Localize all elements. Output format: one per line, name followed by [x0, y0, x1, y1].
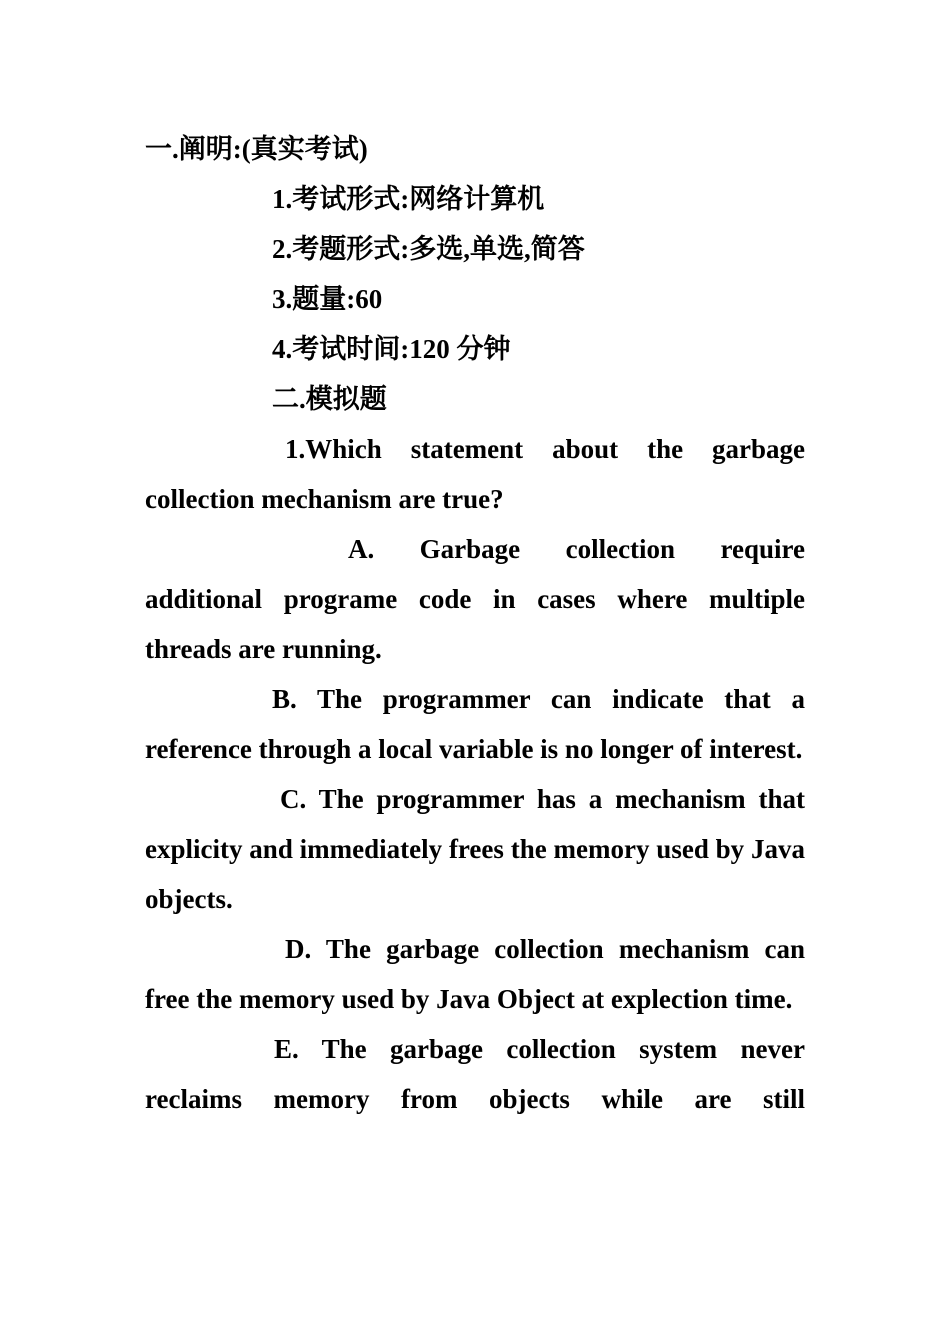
option-b: B. The programmer can indicate that a reference through a local variable is no longer of interest.: [145, 684, 805, 764]
document-body: [145, 124, 839, 1124]
exam-info-item-3: 3.题量:60: [272, 284, 383, 314]
section-heading: 一.阐明:(真实考试): [145, 134, 368, 164]
exam-info-item-2: 2.考题形式:多选,单选,简答: [272, 234, 585, 264]
exam-info-item-1: 1.考试形式:网络计算机: [272, 184, 545, 214]
option-e: E. The garbage collection system never reclaims memory from objects while are still: [145, 1034, 805, 1114]
question-text: 1.Which statement about the garbage collection mechanism are true?: [145, 434, 805, 514]
option-a: A. Garbage collection require additional programe code in cases where multiple threads are running.: [145, 534, 839, 664]
exam-info-item-4: 4.考试时间:120 分钟: [272, 334, 511, 364]
option-d: D. The garbage collection mechanism can free the memory used by Java Object at explection time.: [145, 934, 805, 1014]
option-c: C. The programmer has a mechanism that explicity and immediately frees the memory used by Java objects.: [145, 784, 805, 914]
section2-heading: 二.模拟题: [272, 384, 387, 414]
